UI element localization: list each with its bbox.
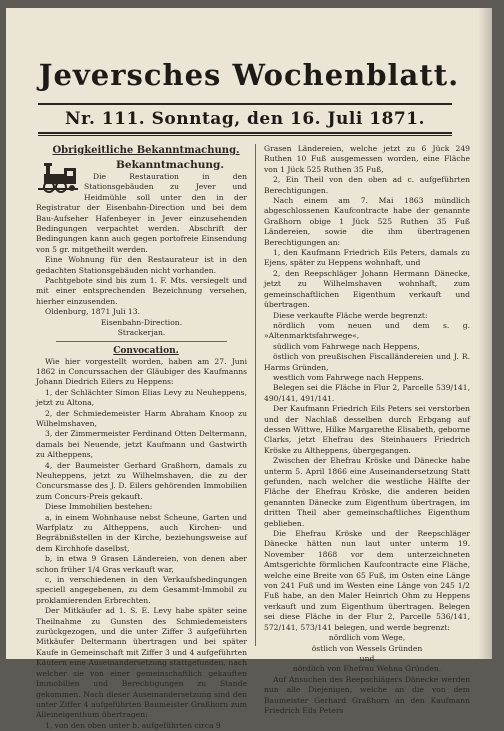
conv-item-3: 3, der Zimmermeister Ferdinand Otten Deltermann, damals bei Neuende, jetzt Kaufmann und Gastwirth zu Altheppens, — [36, 429, 247, 460]
right-para-16: östlich von Wessels Gründen — [311, 643, 423, 653]
right-para-5: 2, den Reepschläger Johann Hermann Dänecke, jetzt zu Wilhelmshaven wohnhaft, zum gemeinschaftlichen Eigenthum verkauft und übertragen. — [264, 268, 470, 310]
notice-title: Bekanntmachung. — [116, 159, 224, 171]
right-para-19: Auf Ansuchen des Reepschlägers Dänecke werden nun alle Diejenigen, welche an die von dem Baumeister Gerhard Graßhorn an den Kaufmann Friedrich Eils Peters — [264, 674, 470, 715]
notice-para-1: Die Restauration in den Stationsgebäuden zu Jever und Heidmühle soll unter den in der Registratur der Eisenbahn-Direction und bei dem Bau-Aufseher Hafenbeyer in Jever einzusehenden Bedingungen verpachtet werden. Abschrift der Bedingungen kann auch gegen portofreie Einsendung von 5 gr. mitgetheilt werden. — [36, 172, 247, 254]
section-title: Obrigkeitliche Bekanntmachung. — [52, 145, 240, 156]
right-para-18: nördlich von Ehefrau Wehna Gründen. — [292, 664, 442, 674]
right-para-7: nördlich vom neuen und dem s. g. »Altenmarktsfahrwege«, — [264, 320, 470, 341]
conv-para-1: Wie hier vorgestellt worden, haben am 27. Juni 1862 in Concurssachen der Gläubiger des Kaufmanns Johann Diedrich Eilers zu Heppens: — [36, 356, 247, 387]
right-para-11: Belegen sei die Fläche in Flur 2, Parcelle 539/141, 490/141, 491/141. — [264, 383, 470, 403]
conv-para-2: Diese Immobilien bestehen: — [45, 502, 153, 512]
rule-bottom-thin — [38, 135, 452, 136]
conv-item-a: a, in einem Wohnhause nebst Scheune, Garten und Warfplatz zu Altheppens, auch Kirchen- und Begräbnißstellen in der Kirche, beziehungsweise auf dem Kirchhofe daselbst, — [36, 512, 247, 553]
notice-para-2: Eine Wohnung für den Restaurateur ist in den gedachten Stationsgebäuden nicht vorhanden. — [36, 255, 247, 275]
right-para-8: südlich vom Fahrwege nach Heppens, — [273, 341, 420, 351]
right-para-2: 2, Ein Theil von den oben ad c. aufgeführten Berechtigungen. — [264, 175, 470, 195]
right-para-3: Nach einem am 7. Mai 1863 mündlich abgeschlossenen Kaufcontracte habe der genannte Graßhorn obige 1 Jück 525 Ruthen 35 Fuß Ländereien, sowie die ihm übertragenen Berechtigungen an: — [264, 196, 470, 247]
right-para-9: östlich von preußischen Fiscalländereien und J. R. Harms Gründen, — [264, 352, 470, 372]
right-para-17: und — [359, 653, 375, 663]
masthead-title: Jeversches Wochenblatt. — [38, 58, 460, 92]
rule-bottom — [38, 132, 452, 134]
convocation-title: Convocation. — [113, 345, 179, 356]
newspaper-page — [6, 8, 492, 730]
right-para-12: Der Kaufmann Friedrich Eils Peters sei verstorben und der Nachlaß desselben durch Erbgang auf dessen Wittwe, Hilke Margarethe Elisabeth, geborne Clarks, jetzt Ehefrau des Steinhauers Friedrich Kröske zu Altheppens, übergegangen. — [264, 404, 470, 455]
right-para-13: Zwischen der Ehefrau Kröske und Dänecke habe unterm 5. April 1866 eine Auseinandersetzung Statt gefunden, nach welcher die westliche Hälfte der Fläche der Ehefrau Kröske, die anderen beiden genannten Dänecke zum Eigenthum übertragen, im dritten Theil aber gemeinschaftliches Eigenthum geblieben. — [264, 456, 470, 528]
column-divider — [255, 144, 256, 646]
notice-para-3: Pachtgebote sind bis zum 1. F. Mts. versiegelt und mit einer entsprechenden Bezeichnung versehen, hierher einzusenden. — [36, 276, 247, 306]
page-shadow — [478, 8, 492, 659]
rule-top — [38, 103, 452, 105]
locomotive-icon — [36, 160, 80, 196]
notice-signer: Strackerjan. — [117, 328, 166, 338]
right-para-14: Die Ehefrau Kröske und der Reepschläger Dänecke hätten nun laut unter unterm 19. November 1868 vor dem unterzeichneten Amtsgerichte förmlichen Kaufcontracte eine Fläche, welche eine Breite von 65 Fuß, im Osten eine Länge von 241 Fuß und im Westen eine Länge von 245 1/2 Fuß habe, an den Maler Heinrich Ohm zu Heppens verkauft und zum Eigenthum übertragen. Belegen sei diese Fläche in der Flur 2, Parcelle 536/141, 572/141, 573/141 belegen, und werde begrenzt: — [264, 529, 470, 632]
right-para-10: westlich vom Fahrwege nach Heppens. — [273, 372, 424, 382]
conv-para-3: Der Mitkäufer ad 1. S. E. Levy habe später seine Theilnahme zu Gunsten des Schmiedemeisters zurückgezogen, und die unter Ziffer 3 aufgeführten Mitkäufer Deltermann übertragen und bei später Kaufe in Gemeinschaft mit Ziffer 3 und 4 aufgeführten Käufern eine Auseinandersetzung stattgefunden, nach welcher sie von einer gemeinschaftlich gekauften Immobilien und Berechtigungen zu Stande gekommen. Nach dieser Auseinandersetzung sind den unter Ziffer 4 aufgeführten Baumeister Graßhorn zum Alleineigenthum übertragen: — [36, 606, 247, 720]
conv-item-1: 1, der Schlächter Simon Elias Levy zu Neuheppens, jetzt zu Altona, — [36, 387, 247, 408]
notice-date: Oldenburg, 1871 Juli 13. — [45, 307, 140, 317]
left-column — [36, 144, 247, 731]
conv-item-4: 4, der Baumeister Gerhard Graßhorn, damals zu Neuheppens, jetzt zu Wilhelmshaven, die zu der Concursmasse des J. D. Eilers gehörenden Immobilien zum Concurs-Preis gekauft. — [36, 460, 247, 501]
conv-para-4: 1, von den oben unter b. aufgeführten circa 9 — [45, 720, 221, 730]
conv-item-2: 2, der Schmiedemeister Harm Abraham Knoop zu Wilhelmshaven, — [36, 408, 247, 428]
conv-item-b: b, in etwa 9 Grasen Ländereien, von denen aber schon früher 1/4 Gras verkauft war, — [36, 554, 247, 574]
notice-signature: Eisenbahn-Direction. — [100, 317, 183, 327]
divider-rule — [56, 341, 227, 342]
right-para-4: 1, den Kaufmann Friedrich Eils Peters, damals zu Ejens, später zu Heppens wohnhaft, und — [264, 248, 470, 268]
right-column — [264, 144, 470, 716]
conv-item-c: c, in verschiedenen in den Verkaufsbedingungen speciell angegebenen, zu dem Gesammt-Immobil zu proklamierenden Erbrechten. — [36, 575, 247, 605]
issue-line: Nr. 111. Sonntag, den 16. Juli 1871. — [65, 109, 425, 129]
right-para-15: nördlich vom Wege, — [328, 633, 406, 643]
right-para-1: Grasen Ländereien, welche jetzt zu 6 Jück 249 Ruthen 10 Fuß ausgemessen worden, eine Fläche von 1 Jück 525 Ruthen 35 Fuß, — [264, 144, 470, 174]
right-para-6: Diese verkaufte Fläche werde begrenzt: — [273, 310, 428, 320]
